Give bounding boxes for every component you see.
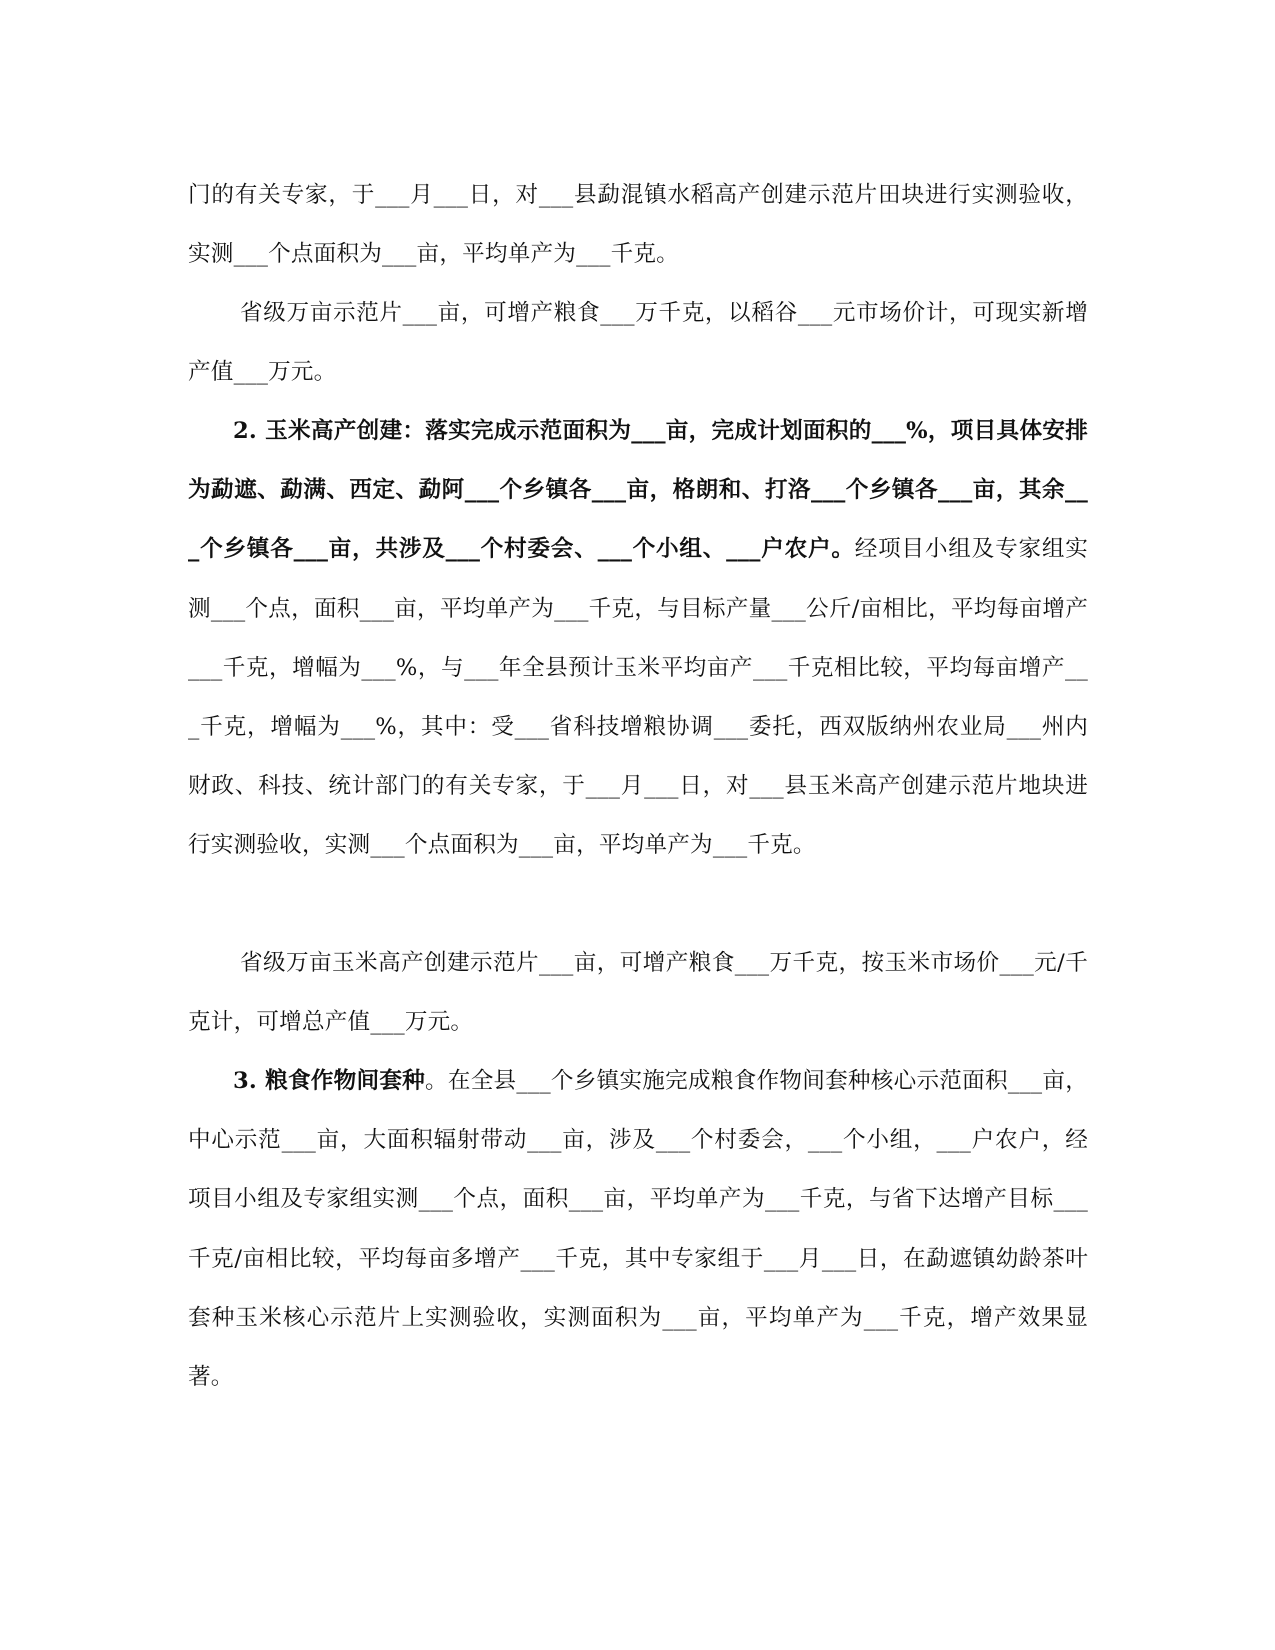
paragraph-rice-acceptance: 门的有关专家，于___月___日，对___县勐混镇水稻高产创建示范片田块进行实测验收，实测___个点面积为___亩，平均单产为___千克。 bbox=[188, 182, 1088, 268]
intercropping-body: 。在全县___个乡镇实施完成粮食作物间套种核心示范面积___亩，中心示范___亩，大面积辐射带动___亩，涉及___个村委会，___个小组，___户农户，经项目小组及专家组实测___个点，面积___亩，平均单产为___千克，与省下达增产目标___千克/亩相比较，平均每亩多增产___千克，其中专家组于___月___日，在勐遮镇幼龄茶叶套种玉米核心示范片上实测验收，实测面积为___亩，平均单产为___千克，增产效果显著。 bbox=[188, 1068, 1088, 1391]
paragraph-intercropping bbox=[188, 1052, 1088, 1407]
intercropping-heading: 3. 粮食作物间套种 bbox=[233, 1068, 426, 1094]
paragraph-rice-output-value: 省级万亩示范片___亩，可增产粮食___万千克，以稻谷___元市场价计，可现实新增产值___万元。 bbox=[188, 300, 1088, 386]
corn-section-heading: 2. 玉米高产创建：落实完成示范面积为___亩，完成计划面积的___%，项目具体安排为勐遮、勐满、西定、勐阿___个乡镇各___亩，格朗和、打洛___个乡镇各___亩，其余___个乡镇各___亩，共涉及___个村委会、___个小组、___户农户。 bbox=[188, 418, 1088, 563]
paragraph-corn-output-value: 省级万亩玉米高产创建示范片___亩，可增产粮食___万千克，按玉米市场价___元/千克计，可增总产值___万元。 bbox=[188, 950, 1088, 1036]
corn-section-body: 经项目小组及专家组实测___个点，面积___亩，平均单产为___千克，与目标产量___公斤/亩相比，平均每亩增产___千克，增幅为___%，与___年全县预计玉米平均亩产___千克相比较，平均每亩增产___千克，增幅为___%，其中：受___省科技增粮协调___委托，西双版纳州农业局___州内财政、科技、统计部门的有关专家，于___月___日，对___县玉米高产创建示范片地块进行实测验收，实测___个点面积为___亩，平均单产为___千克。 bbox=[188, 536, 1089, 859]
paragraph-corn-high-yield bbox=[188, 402, 1088, 876]
